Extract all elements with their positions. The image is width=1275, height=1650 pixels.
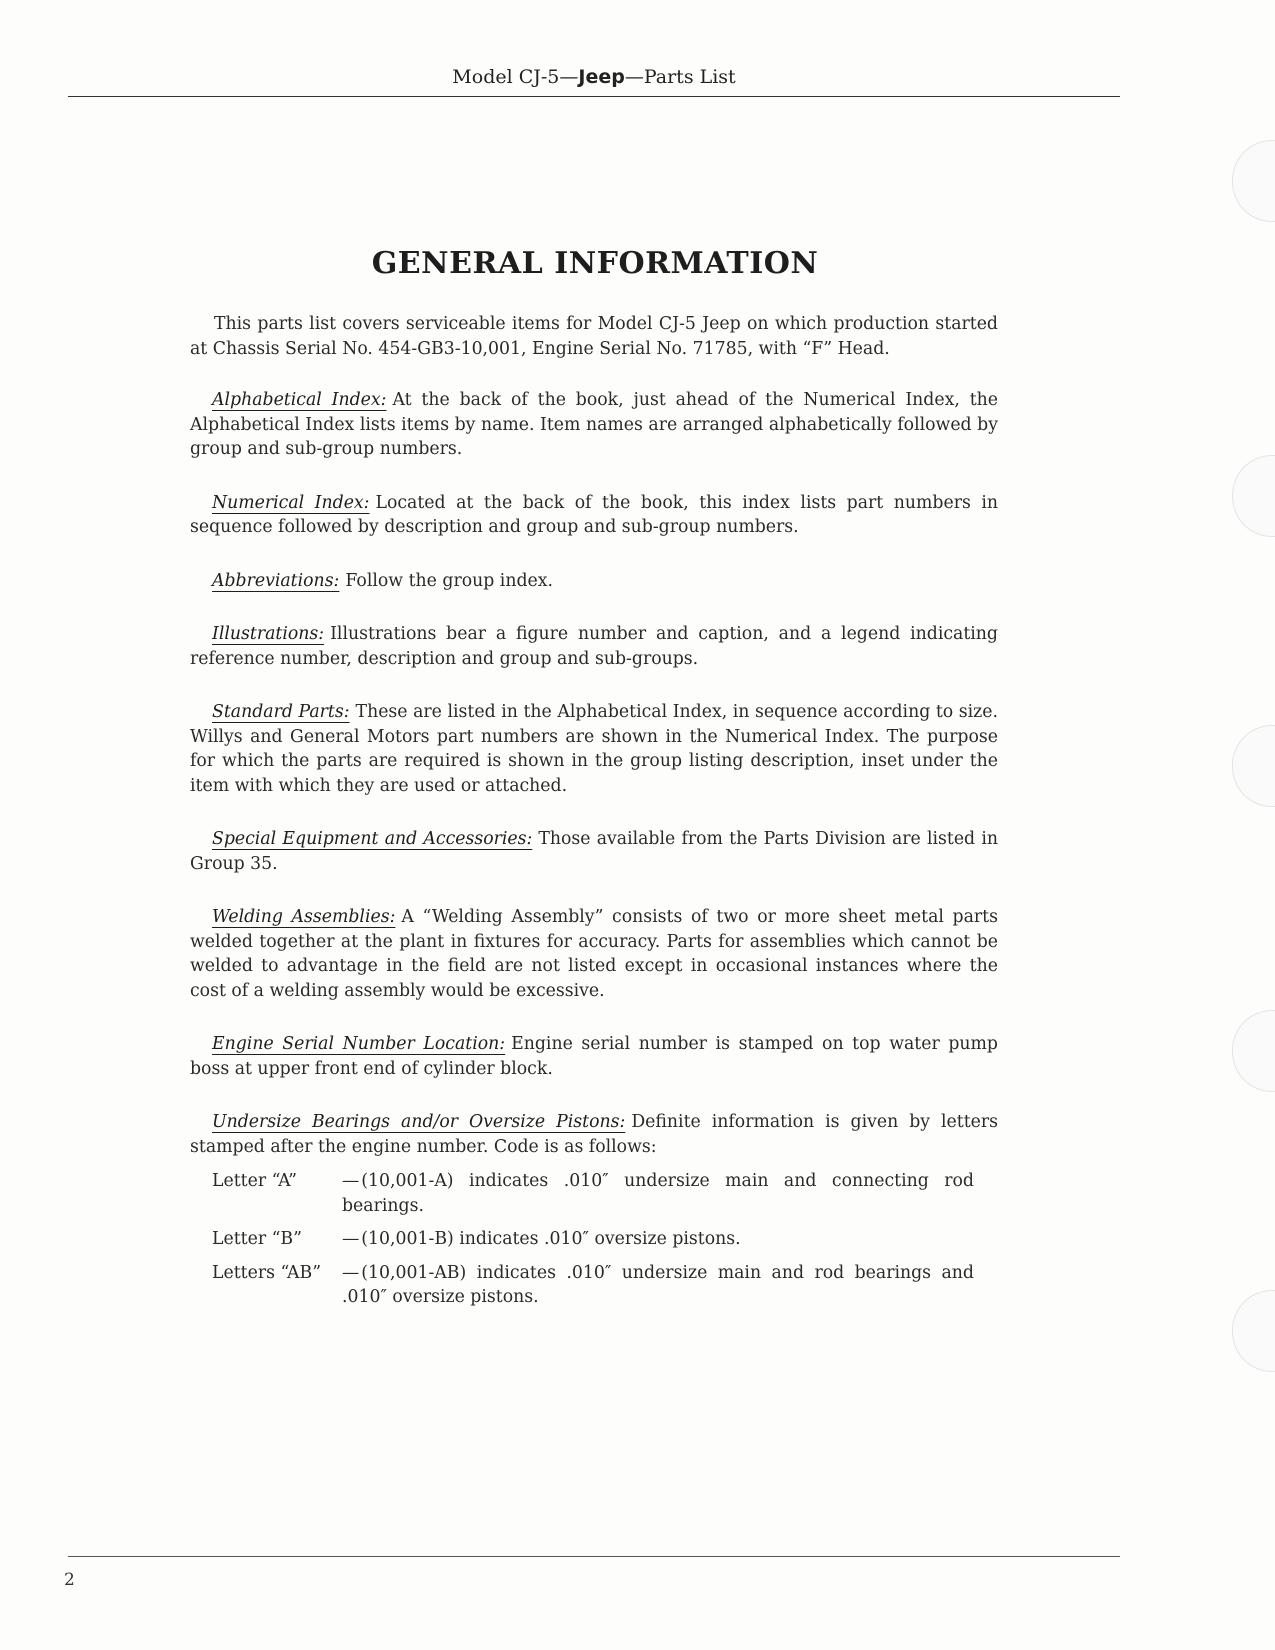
section-label: Alphabetical Index: — [212, 390, 387, 410]
section-text: A “Welding Assembly” consists of two or more sheet metal parts welded together at the plant in fixtures for accuracy. Parts for assemblies which cannot be welded to advantage in the field are not listed except in occasional instances where the cost of a welding assembly would be excessive. — [190, 907, 998, 1001]
header-rule — [68, 96, 1120, 97]
header-suffix: —Parts List — [624, 66, 736, 88]
section-label: Numerical Index: — [212, 492, 370, 513]
section-engine-serial-location — [190, 1032, 998, 1081]
section-label: Engine Serial Number Location: — [212, 1034, 506, 1054]
footer-rule — [68, 1556, 1120, 1557]
section-undersize-oversize — [190, 1110, 998, 1159]
section-text: Those available from the Parts Division are listed in Group 35. — [190, 829, 998, 874]
code-description: (10,001-AB) indicates .010″ undersize main and rod bearings and .010″ oversize pistons. — [342, 1262, 974, 1307]
letter-code-list — [212, 1169, 998, 1310]
section-abbreviations — [190, 569, 998, 594]
section-label: Illustrations: — [212, 624, 325, 644]
code-letter: Letter “B” — [212, 1229, 302, 1249]
section-text: Follow the group index. — [345, 570, 553, 591]
section-numerical-index — [190, 491, 998, 540]
section-illustrations — [190, 622, 998, 671]
code-letter: Letters “AB” — [212, 1262, 322, 1283]
code-letter: Letter “A” — [212, 1171, 297, 1191]
header-model: Model CJ-5— — [452, 66, 579, 88]
punch-hole — [1232, 725, 1275, 807]
section-text: Located at the back of the book, this index lists part numbers in sequence followed by description and group and sub-group numbers. — [190, 492, 998, 537]
section-text: At the back of the book, just ahead of the Numerical Index, the Alphabetical Index lists items by name. Item names are arranged alphabetically followed by group and sub-group numbers. — [190, 390, 998, 459]
intro-paragraph: This parts list covers serviceable items for Model CJ-5 Jeep on which production started at Chassis Serial No. 454-GB3-10,001, Engine Serial No. 71785, with “F” Head. — [190, 314, 998, 359]
code-description: (10,001-A) indicates .010″ undersize main and connecting rod bearings. — [342, 1171, 974, 1216]
section-label: Standard Parts: — [212, 702, 350, 722]
section-text: Illustrations bear a figure number and caption, and a legend indicating reference number, description and group and sub-groups. — [190, 624, 998, 669]
code-row-b: Letter “B” — (10,001-B) indicates .010″ oversize pistons. — [212, 1227, 998, 1252]
section-standard-parts — [190, 700, 998, 798]
section-text: Definite information is given by letters stamped after the engine number. Code is as follows: — [190, 1112, 999, 1157]
running-header — [68, 66, 1120, 88]
header-brand: Jeep — [578, 66, 625, 88]
section-welding-assemblies — [190, 905, 998, 1003]
section-text: Engine serial number is stamped on top water pump boss at upper front end of cylinder block. — [190, 1034, 998, 1079]
page-title: GENERAL INFORMATION — [371, 246, 819, 281]
code-row-ab: Letters “AB” — (10,001-AB) indicates .010″ undersize main and rod bearings and .010″ oversize pistons. — [212, 1261, 998, 1310]
punch-hole — [1232, 455, 1275, 537]
code-row-a: Letter “A” — (10,001-A) indicates .010″ undersize main and connecting rod bearings. — [212, 1169, 998, 1218]
page-number: 2 — [64, 1570, 75, 1590]
section-special-equipment — [190, 827, 998, 876]
section-label: Abbreviations: — [212, 570, 340, 591]
section-alphabetical-index — [190, 388, 998, 462]
punch-hole — [1232, 1290, 1275, 1372]
document-body — [190, 312, 998, 1319]
punch-hole — [1232, 140, 1275, 222]
code-description: (10,001-B) indicates .010″ oversize pistons. — [361, 1229, 741, 1249]
section-label: Special Equipment and Accessories: — [212, 829, 533, 849]
section-label: Welding Assemblies: — [212, 907, 396, 927]
section-label: Undersize Bearings and/or Oversize Pistons: — [212, 1112, 626, 1132]
section-text: These are listed in the Alphabetical Index, in sequence according to size. Willys and General Motors part numbers are shown in the Numerical Index. The purpose for which the parts are required is shown in the group listing description, inset under the item with which they are used or attached. — [190, 702, 998, 796]
punch-hole — [1232, 1010, 1275, 1092]
